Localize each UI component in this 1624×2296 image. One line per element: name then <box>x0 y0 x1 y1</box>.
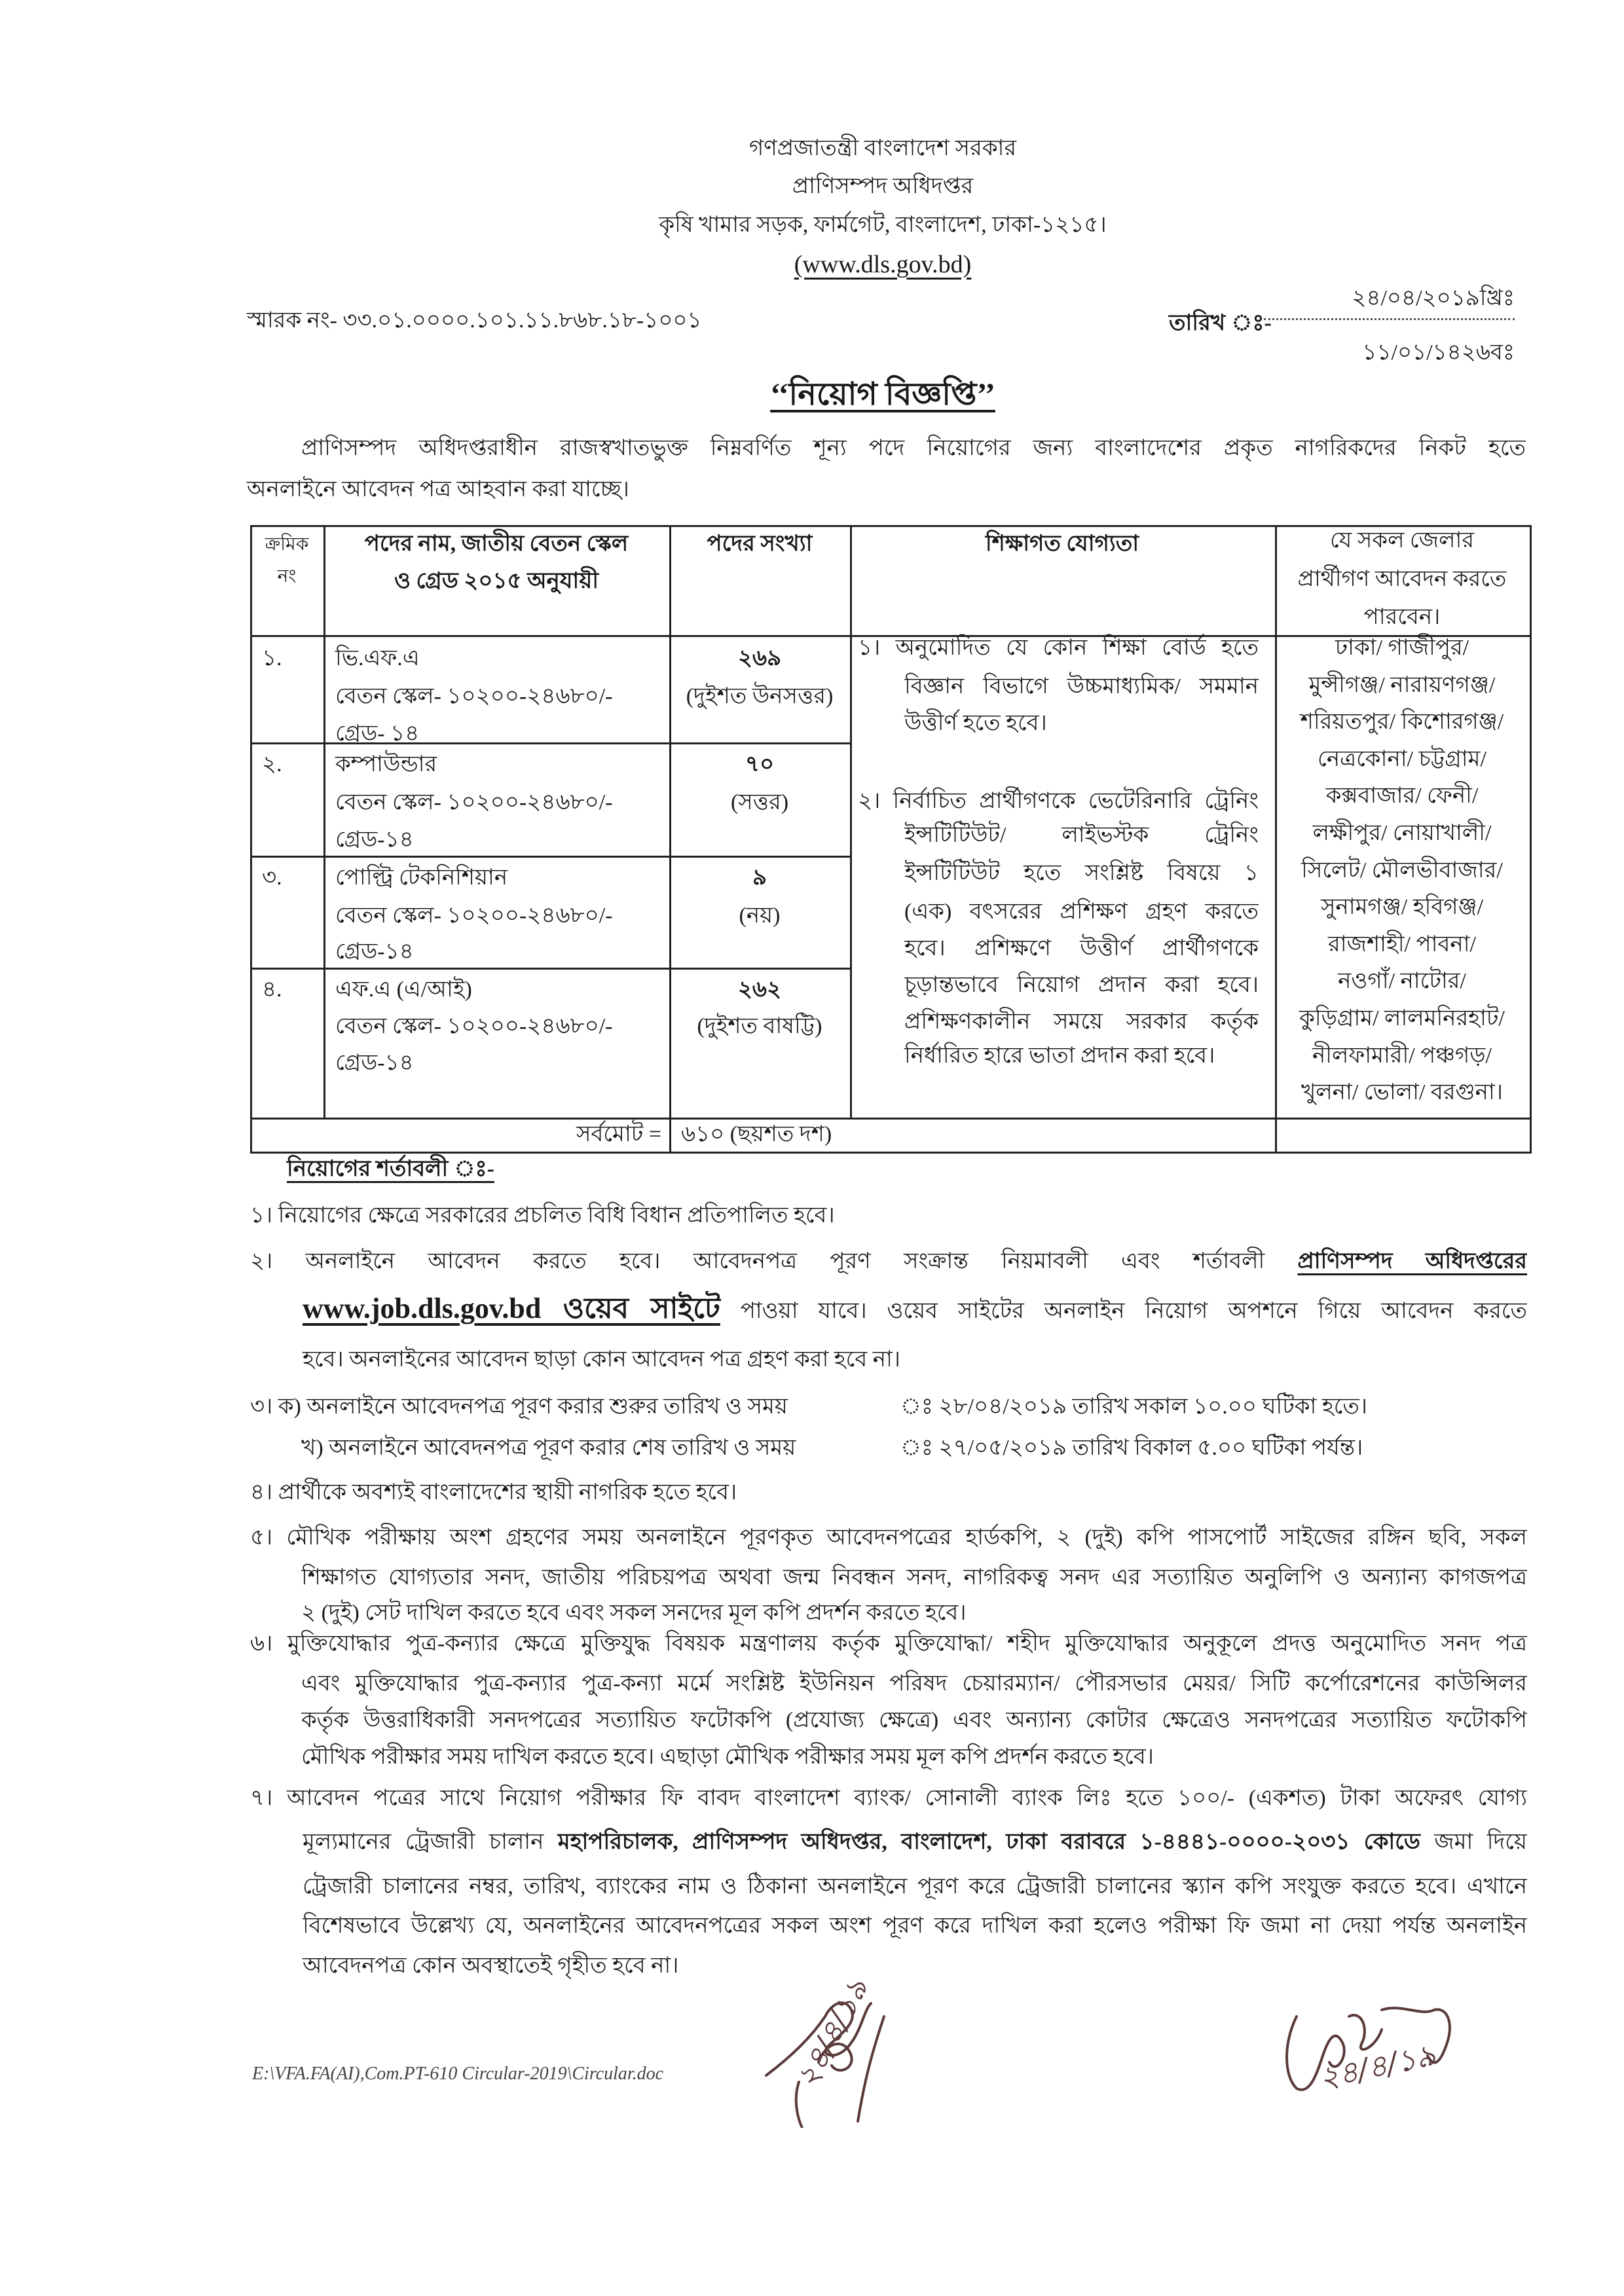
text-segment: মূল্যমানের ট্রেজারী চালান <box>303 1830 558 1854</box>
condition-7-line: বিশেষভাবে উল্লেখ্য যে, অনলাইনের আবেদনপত্রের সকল অংশ পূরণ করে দাখিল করা হলেও পরীক্ষা ফি জমা না দেয়া পর্যন্ত অনলাইন <box>303 1914 1527 1938</box>
header-department: প্রাণিসম্পদ অধিদপ্তর <box>792 174 974 198</box>
district-line: মুন্সীগঞ্জ/ নারায়ণগঞ্জ/ <box>1308 672 1496 697</box>
table-rule <box>1530 525 1532 1154</box>
row-post-count-words: (দুইশত বাষট্টি) <box>697 1014 822 1038</box>
condition-6-line: কর্তৃক উত্তরাধিকারী সনদপত্রের সত্যায়িত ফটোকপি (প্রযোজ্য ক্ষেত্রে) এবং অন্যান্য কোটার ক্ষেত্রেও সনদপত্রের সত্যায়িত ফটোকপি <box>301 1708 1527 1732</box>
emphasized-text: মহাপরিচালক, প্রাণিসম্পদ অধিদপ্তর, বাংলাদেশ, ঢাকা বরাবরে ১-৪৪৪১-০০০০-২০৩১ কোডে <box>557 1830 1420 1854</box>
district-line: লক্ষীপুর/ নোয়াখালী/ <box>1312 821 1492 845</box>
header-post-count: পদের সংখ্যা <box>707 532 813 556</box>
condition-7-line: ৭। আবেদন পত্রের সাথে নিয়োগ পরীক্ষার ফি বাবদ বাংলাদেশ ব্যাংক/ সোনালী ব্যাংক লিঃ হতে ১০০/- (একশত) টাকা অফেরৎ যোগ্য <box>250 1786 1527 1810</box>
table-rule <box>250 525 252 1154</box>
qualification-line: (এক) বৎসরের প্রশিক্ষণ গ্রহণ করতে <box>904 900 1259 924</box>
intro-line: অনলাইনে আবেদন পত্র আহবান করা যাচ্ছে। <box>247 477 629 501</box>
qualification-line: ইন্সটিটিউট/ লাইভস্টক ট্রেনিং <box>904 823 1259 847</box>
condition-5-line: ৫। মৌখিক পরীক্ষায় অংশ গ্রহণের সময় অনলাইনে পূরণকৃত আবেদনপত্রের হার্ডকপি, ২ (দুই) কপি পাসপোর্ট সাইজের রঙ্গিন ছবি, সকল <box>250 1525 1527 1550</box>
district-line: নওগাঁ/ নাটোর/ <box>1338 969 1466 994</box>
row-post-count: ২৬৯ <box>737 646 782 670</box>
condition-7-line: ট্রেজারী চালানের নম্বর, তারিখ, ব্যাংকের নাম ও ঠিকানা অনলাইনে পূরণ করে ট্রেজারী চালানের স্ক্যান কপি সংযুক্ত করতে হবে। এখানে <box>303 1874 1527 1899</box>
row-grade: গ্রেড- ১৪ <box>335 721 420 746</box>
condition-5-line: ২ (দুই) সেট দাখিল করতে হবে এবং সকল সনদের মূল কপি প্রদর্শন করতে হবে। <box>301 1601 967 1625</box>
header-districts: পারবেন। <box>1363 605 1441 629</box>
row-post-count-words: (সত্তর) <box>730 790 789 814</box>
condition-2-line: হবে। অনলাইনের আবেদন ছাড়া কোন আবেদন পত্র গ্রহণ করা হবে না। <box>303 1347 901 1372</box>
district-line: নেত্রকোনা/ চট্টগ্রাম/ <box>1318 746 1486 771</box>
table-rule <box>850 525 852 1120</box>
signature-right-date: ২৪/৪/১৯ <box>1316 2037 1439 2096</box>
row-serial: ২. <box>262 752 282 776</box>
row-post-name: ভি.এফ.এ <box>335 646 420 670</box>
row-serial: ৪. <box>262 977 282 1002</box>
qualification-line: ইন্সটিটিউট হতে সংশ্লিষ্ট বিষয়ে ১ <box>904 861 1259 885</box>
condition-3b-label: খ) অনলাইনে আবেদনপত্র পূরণ করার শেষ তারিখ ও সময় <box>301 1436 796 1460</box>
row-post-count-words: (নয়) <box>739 903 781 928</box>
header-serial: ক্রমিক <box>265 534 309 555</box>
row-post-name: কম্পাউন্ডার <box>335 752 437 776</box>
district-line: কক্সবাজার/ ফেনী/ <box>1325 784 1479 809</box>
qualification-line: হবে। প্রশিক্ষণে উত্তীর্ণ প্রার্থীগণকে <box>904 936 1259 960</box>
page-title: ‘‘নিয়োগ বিজ্ঞপ্তি’’ <box>770 376 995 412</box>
header-government: গণপ্রজাতন্ত্রী বাংলাদেশ সরকার <box>748 136 1017 160</box>
condition-7-line: আবেদনপত্র কোন অবস্থাতেই গৃহীত হবে না। <box>303 1954 679 1978</box>
row-serial: ৩. <box>262 866 282 890</box>
signature-left-date: ২৪/৪/১৯ <box>788 1973 876 2094</box>
header-districts: যে সকল জেলার <box>1329 528 1475 553</box>
condition-3a-value: ঃ ২৮/০৪/২০১৯ তারিখ সকাল ১০.০০ ঘটিকা হতে। <box>900 1394 1368 1419</box>
qualification-line: ২। নির্বাচিত প্রার্থীগণকে ভেটেরিনারি ট্রেনিং <box>858 789 1259 813</box>
header-qualification: শিক্ষাগত যোগ্যতা <box>985 532 1139 556</box>
row-grade: গ্রেড-১৪ <box>335 1051 414 1075</box>
emphasized-text: প্রাণিসম্পদ অধিদপ্তরের <box>1297 1249 1527 1273</box>
district-line: সুনামগঞ্জ/ হবিগঞ্জ/ <box>1320 895 1484 920</box>
district-line: ঢাকা/ গাজীপুর/ <box>1335 636 1469 660</box>
text-segment: পাওয়া যাবে। ওয়েব সাইটের অনলাইন নিয়োগ অপশনে গিয়ে আবেদন করতে <box>720 1299 1527 1323</box>
condition-6-line: এবং মুক্তিযোদ্ধার পুত্র-কন্যার পুত্র-কন্যা মর্মে সংশ্লিষ্ট ইউনিয়ন পরিষদ চেয়ারম্যান/ পৌরসভার মেয়র/ সিটি কর্পোরেশনের কাউন্সিলর <box>301 1671 1527 1696</box>
row-pay-scale: বেতন স্কেল- ১০২০০-২৪৬৮০/- <box>335 903 613 928</box>
district-line: রাজশাহী/ পাবনা/ <box>1328 932 1476 957</box>
row-pay-scale: বেতন স্কেল- ১০২০০-২৪৬৮০/- <box>335 790 613 814</box>
row-post-name: পোল্ট্রি টেকনিশিয়ান <box>335 866 508 890</box>
qualification-line: উত্তীর্ণ হতে হবে। <box>904 711 1047 735</box>
memo-number: স্মারক নং- ৩৩.০১.০০০০.১০১.১১.৮৬৮.১৮-১০০১ <box>247 308 702 333</box>
table-rule <box>669 525 671 1154</box>
header-post-name: ও গ্রেড ২০১৫ অনুযায়ী <box>394 569 599 593</box>
total-value: ৬১০ (ছয়শত দশ) <box>681 1122 832 1146</box>
row-post-count-words: (দুইশত উনসত্তর) <box>686 684 834 708</box>
condition-3b-value: ঃ ২৭/০৫/২০১৯ তারিখ বিকাল ৫.০০ ঘটিকা পর্যন্ত। <box>900 1436 1363 1460</box>
row-grade: গ্রেড-১৪ <box>335 939 414 964</box>
condition-1: ১। নিয়োগের ক্ষেত্রে সরকারের প্রচলিত বিধি বিধান প্রতিপালিত হবে। <box>250 1203 835 1228</box>
qualification-line: নির্ধারিত হারে ভাতা প্রদান করা হবে। <box>904 1044 1215 1068</box>
qualification-line: ১। অনুমোদিত যে কোন শিক্ষা বোর্ড হতে <box>858 636 1259 660</box>
condition-2-line <box>303 1291 1527 1326</box>
header-post-name: পদের নাম, জাতীয় বেতন স্কেল <box>364 532 629 556</box>
row-pay-scale: বেতন স্কেল- ১০২০০-২৪৬৮০/- <box>335 1014 613 1038</box>
header-districts: প্রার্থীগণ আবেদন করতে <box>1297 567 1507 591</box>
date-dotted-line <box>1264 318 1515 320</box>
row-post-count: ৭০ <box>745 752 775 776</box>
row-post-count: ৯ <box>752 866 767 890</box>
district-line: খুলনা/ ভোলা/ বরগুনা। <box>1301 1080 1503 1105</box>
condition-6-line: মৌখিক পরীক্ষার সময় দাখিল করতে হবে। এছাড়া মৌখিক পরীক্ষার সময় মূল কপি প্রদর্শন করতে হবে। <box>301 1745 1154 1769</box>
footer-file-path: E:\VFA.FA(AI),Com.PT-610 Circular-2019\Circular.doc <box>252 2063 664 2084</box>
condition-2-line <box>250 1244 1527 1279</box>
table-rule <box>323 525 325 1120</box>
header-serial: নং <box>277 566 297 587</box>
text-segment: ২। অনলাইনে আবেদন করতে হবে। আবেদনপত্র পূরণ সংক্রান্ত নিয়মাবলী এবং শর্তাবলী <box>250 1249 1298 1273</box>
date-gregorian: ২৪/০৪/২০১৯খ্রিঃ <box>1352 286 1515 310</box>
condition-7-line <box>303 1825 1527 1860</box>
qualification-line: চূড়ান্তভাবে নিয়োগ প্রদান করা হবে। <box>904 973 1259 997</box>
total-label: সর্বমোট = <box>576 1122 661 1146</box>
text-segment: জমা দিয়ে <box>1420 1830 1527 1854</box>
conditions-heading: নিয়োগের শর্তাবলী ঃ- <box>287 1157 494 1181</box>
emphasized-text[interactable]: www.job.dls.gov.bd ওয়েব সাইটে <box>303 1292 720 1324</box>
header-address: কৃষি খামার সড়ক, ফার্মগেট, বাংলাদেশ, ঢাকা-১২১৫। <box>659 213 1107 237</box>
district-line: নীলফামারী/ পঞ্চগড়/ <box>1312 1043 1492 1068</box>
qualification-line: প্রশিক্ষণকালীন সময়ে সরকার কর্তৃক <box>904 1010 1259 1034</box>
table-rule <box>1275 525 1277 1154</box>
row-serial: ১. <box>262 646 282 670</box>
row-post-name: এফ.এ (এ/আই) <box>335 977 472 1002</box>
district-line: কুড়িগ্রাম/ লালমনিরহাট/ <box>1299 1006 1505 1030</box>
row-pay-scale: বেতন স্কেল- ১০২০০-২৪৬৮০/- <box>335 684 613 708</box>
qualification-line: বিজ্ঞান বিভাগে উচ্চমাধ্যমিক/ সমমান <box>904 674 1259 699</box>
district-line: শরিয়তপুর/ কিশোরগঞ্জ/ <box>1300 710 1504 735</box>
row-post-count: ২৬২ <box>737 977 782 1002</box>
date-label: তারিখ ঃ- <box>1169 311 1272 335</box>
condition-4: ৪। প্রার্থীকে অবশ্যই বাংলাদেশের স্থায়ী নাগরিক হতে হবে। <box>250 1480 737 1504</box>
intro-line: প্রাণিসম্পদ অধিদপ্তরাধীন রাজস্বখাতভুক্ত নিম্নবর্ণিত শূন্য পদে নিয়োগের জন্য বাংলাদেশের প্রকৃত নাগরিকদের নিকট হতে <box>301 436 1526 460</box>
header-website[interactable]: (www.dls.gov.bd) <box>794 250 972 278</box>
district-line: সিলেট/ মৌলভীবাজার/ <box>1301 858 1503 883</box>
condition-6-line: ৬। মুক্তিযোদ্ধার পুত্র-কন্যার ক্ষেত্রে মুক্তিযুদ্ধ বিষয়ক মন্ত্রণালয় কর্তৃক মুক্তিযোদ্ধা/ শহীদ মুক্তিযোদ্ধার অনুকূলে প্রদত্ত অনুমোদিত সনদ পত্র <box>250 1631 1527 1656</box>
condition-3a-label: ৩। ক) অনলাইনে আবেদনপত্র পূরণ করার শুরুর তারিখ ও সময় <box>250 1394 788 1419</box>
row-grade: গ্রেড-১৪ <box>335 828 414 852</box>
condition-5-line: শিক্ষাগত যোগ্যতার সনদ, জাতীয় পরিচয়পত্র অথবা জন্ম নিবন্ধন সনদ, নাগরিকত্ব সনদ এর সত্যায়িত অনুলিপি ও অন্যান্য কাগজপত্র <box>301 1565 1527 1590</box>
date-bengali: ১১/০১/১৪২৬বঃ <box>1362 340 1515 365</box>
